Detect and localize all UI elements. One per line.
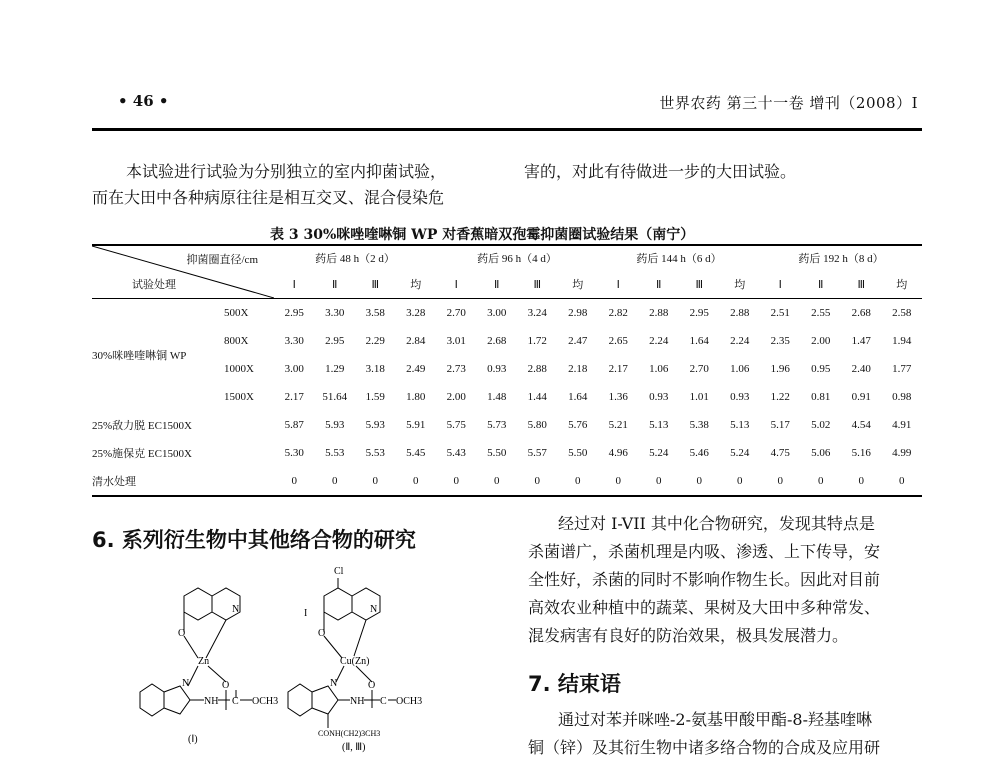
value-cell: 2.84 bbox=[406, 335, 426, 347]
och3-label: OCH3 bbox=[252, 696, 279, 707]
subhead-cell: Ⅰ bbox=[436, 270, 477, 299]
value-cell: 3.00 bbox=[487, 307, 507, 319]
subhead-cell: Ⅲ bbox=[679, 270, 720, 299]
value-cell: 1.06 bbox=[730, 363, 750, 375]
n-atom-label: N bbox=[370, 604, 378, 615]
value-cell: 4.54 bbox=[851, 419, 871, 431]
value-cell: 0 bbox=[396, 467, 437, 496]
dose-cell: 1000X bbox=[224, 363, 254, 375]
value-cell: 0 bbox=[720, 467, 761, 496]
value-cell: 2.65 bbox=[608, 335, 628, 347]
treatment-label: 清水处理 bbox=[92, 467, 274, 496]
value-cell: 1.96 bbox=[770, 363, 790, 375]
value-cell: 2.49 bbox=[406, 363, 426, 375]
value-cell: 2.88 bbox=[527, 363, 547, 375]
value-cell: 0 bbox=[477, 467, 518, 496]
value-cell: 1.64 bbox=[568, 391, 588, 403]
value-cell: 5.13 bbox=[730, 419, 750, 431]
value-cell: 2.73 bbox=[446, 363, 466, 375]
results-table bbox=[92, 244, 922, 497]
corner-top-label: 抑菌圈直径/cm bbox=[186, 254, 258, 266]
value-cell: 0.93 bbox=[649, 391, 669, 403]
table-corner-cell bbox=[92, 245, 274, 299]
subhead-cell: Ⅲ bbox=[355, 270, 396, 299]
n-atom-label: N bbox=[330, 678, 338, 689]
value-cell: 1.06 bbox=[649, 363, 669, 375]
value-cell: 5.02 bbox=[811, 419, 831, 431]
intro-right-line: 害的，对此有待做进一步的大田试验。 bbox=[524, 162, 797, 181]
subhead-cell: Ⅰ bbox=[274, 270, 315, 299]
value-cell: 0.91 bbox=[851, 391, 871, 403]
subhead-cell: 均 bbox=[882, 270, 923, 299]
group-label: 30%咪唑喹啉铜 WP bbox=[92, 350, 187, 362]
value-cell: 1.59 bbox=[365, 391, 385, 403]
value-cell: 2.17 bbox=[284, 391, 304, 403]
value-cell: 3.30 bbox=[284, 335, 304, 347]
value-cell: 0.93 bbox=[487, 363, 507, 375]
right-line: 经过对 I-VII 其中化合物研究，发现其特点是 bbox=[558, 514, 875, 533]
conh-label: CONH(CH2)3CH3 bbox=[318, 729, 381, 738]
value-cell: 2.95 bbox=[325, 335, 345, 347]
value-cell: 1.77 bbox=[892, 363, 912, 375]
intro-line-2: 而在大田中各种病原往往是相互交叉、混合侵染危 bbox=[92, 188, 445, 207]
value-cell: 4.91 bbox=[892, 419, 912, 431]
value-cell: 4.75 bbox=[770, 447, 790, 459]
value-cell: 2.98 bbox=[568, 307, 588, 319]
value-cell: 0 bbox=[436, 467, 477, 496]
value-cell: 3.30 bbox=[325, 307, 345, 319]
value-cell: 2.55 bbox=[811, 307, 831, 319]
value-cell: 2.88 bbox=[730, 307, 750, 319]
table-caption: 表 3 30%咪唑喹啉铜 WP 对香蕉暗双孢霉抑菌圈试验结果（南宁） bbox=[270, 227, 695, 243]
benzene-ring-icon bbox=[288, 684, 312, 716]
treatment-label: 25%敌力脱 EC1500X bbox=[92, 420, 192, 432]
subhead-cell: Ⅲ bbox=[517, 270, 558, 299]
value-cell: 2.24 bbox=[649, 335, 669, 347]
nh-label: NH bbox=[204, 696, 219, 707]
imidazole-ring-icon bbox=[164, 686, 190, 714]
value-cell: 0.98 bbox=[892, 391, 912, 403]
value-cell: 1.64 bbox=[689, 335, 709, 347]
value-cell: 5.21 bbox=[608, 419, 628, 431]
value-cell: 0 bbox=[882, 467, 923, 496]
value-cell: 2.95 bbox=[689, 307, 709, 319]
value-cell: 0 bbox=[558, 467, 599, 496]
value-cell: 1.36 bbox=[608, 391, 628, 403]
page-number: • 46 • bbox=[118, 92, 169, 110]
o-atom-label: O bbox=[178, 628, 186, 639]
value-cell: 5.24 bbox=[730, 447, 750, 459]
quinoline-ring-icon bbox=[184, 588, 212, 620]
dose-cell: 1500X bbox=[224, 391, 254, 403]
value-cell: 3.58 bbox=[365, 307, 385, 319]
section-7-line: 通过对苯并咪唑-2-氨基甲酸甲酯-8-羟基喹啉 bbox=[558, 710, 872, 729]
chemical-structures-figure bbox=[92, 560, 512, 760]
value-cell: 3.24 bbox=[527, 307, 547, 319]
compound-label: (Ⅰ) bbox=[188, 734, 198, 745]
value-cell: 2.88 bbox=[649, 307, 669, 319]
i-atom-label: I bbox=[304, 608, 308, 619]
value-cell: 0.93 bbox=[730, 391, 750, 403]
value-cell: 0 bbox=[598, 467, 639, 496]
subhead-cell: Ⅱ bbox=[639, 270, 680, 299]
n-atom-label: N bbox=[232, 604, 240, 615]
group-header: 药后 192 h（8 d） bbox=[760, 245, 922, 270]
right-line: 混发病害有良好的防治效果，极具发展潜力。 bbox=[528, 626, 849, 645]
value-cell: 5.17 bbox=[770, 419, 790, 431]
group-header: 药后 48 h（2 d） bbox=[274, 245, 436, 270]
value-cell: 5.43 bbox=[446, 447, 466, 459]
value-cell: 5.50 bbox=[487, 447, 507, 459]
o-atom-label: O bbox=[318, 628, 326, 639]
section-6-title: 6. 系列衍生物中其他络合物的研究 bbox=[92, 528, 416, 552]
value-cell: 2.82 bbox=[608, 307, 628, 319]
value-cell: 5.93 bbox=[365, 419, 385, 431]
value-cell: 5.13 bbox=[649, 419, 669, 431]
value-cell: 5.73 bbox=[487, 419, 507, 431]
value-cell: 0 bbox=[274, 467, 315, 496]
value-cell: 5.45 bbox=[406, 447, 426, 459]
benzene-ring-icon bbox=[140, 684, 164, 716]
value-cell: 2.68 bbox=[487, 335, 507, 347]
value-cell: 1.80 bbox=[406, 391, 426, 403]
subhead-cell: 均 bbox=[720, 270, 761, 299]
value-cell: 5.76 bbox=[568, 419, 588, 431]
value-cell: 0 bbox=[355, 467, 396, 496]
value-cell: 5.06 bbox=[811, 447, 831, 459]
value-cell: 0.95 bbox=[811, 363, 831, 375]
value-cell: 2.35 bbox=[770, 335, 790, 347]
och3-label: OCH3 bbox=[396, 696, 423, 707]
value-cell: 51.64 bbox=[322, 391, 348, 403]
quinoline-ring-icon bbox=[324, 588, 352, 620]
subhead-cell: Ⅱ bbox=[801, 270, 842, 299]
value-cell: 2.29 bbox=[365, 335, 385, 347]
value-cell: 1.22 bbox=[770, 391, 790, 403]
value-cell: 5.16 bbox=[851, 447, 871, 459]
value-cell: 5.87 bbox=[284, 419, 304, 431]
value-cell: 0 bbox=[639, 467, 680, 496]
journal-header: 世界农药 第三十一卷 增刊（2008）Ⅰ bbox=[659, 94, 918, 112]
value-cell: 0 bbox=[517, 467, 558, 496]
value-cell: 5.53 bbox=[365, 447, 385, 459]
treatment-label: 25%施保克 EC1500X bbox=[92, 448, 192, 460]
value-cell: 2.00 bbox=[446, 391, 466, 403]
value-cell: 5.75 bbox=[446, 419, 466, 431]
group-header: 药后 96 h（4 d） bbox=[436, 245, 598, 270]
value-cell: 0 bbox=[841, 467, 882, 496]
subhead-cell: Ⅰ bbox=[598, 270, 639, 299]
value-cell: 1.01 bbox=[689, 391, 709, 403]
o-atom-label: O bbox=[368, 680, 376, 691]
corner-bottom-label: 试验处理 bbox=[132, 279, 176, 291]
value-cell: 5.50 bbox=[568, 447, 588, 459]
value-cell: 0.81 bbox=[811, 391, 831, 403]
value-cell: 5.57 bbox=[527, 447, 547, 459]
value-cell: 0 bbox=[760, 467, 801, 496]
value-cell: 1.44 bbox=[527, 391, 547, 403]
subhead-cell: Ⅱ bbox=[315, 270, 356, 299]
value-cell: 3.18 bbox=[365, 363, 385, 375]
nh-label: NH bbox=[350, 696, 365, 707]
right-line: 全性好，杀菌的同时不影响作物生长。因此对目前 bbox=[528, 570, 881, 589]
value-cell: 2.47 bbox=[568, 335, 588, 347]
value-cell: 2.00 bbox=[811, 335, 831, 347]
value-cell: 3.28 bbox=[406, 307, 426, 319]
c-atom-label: C bbox=[380, 696, 387, 707]
value-cell: 2.51 bbox=[770, 307, 790, 319]
compound-label: (Ⅱ, Ⅲ) bbox=[342, 742, 366, 753]
value-cell: 0 bbox=[801, 467, 842, 496]
dose-cell: 500X bbox=[224, 307, 249, 319]
value-cell: 5.80 bbox=[527, 419, 547, 431]
value-cell: 0 bbox=[315, 467, 356, 496]
value-cell: 4.99 bbox=[892, 447, 912, 459]
right-line: 高效农业种植中的蔬菜、果树及大田中多种常发、 bbox=[528, 598, 881, 617]
value-cell: 5.46 bbox=[689, 447, 709, 459]
value-cell: 1.48 bbox=[487, 391, 507, 403]
zn-atom-label: Zn bbox=[198, 656, 210, 667]
value-cell: 2.68 bbox=[851, 307, 871, 319]
value-cell: 5.53 bbox=[325, 447, 345, 459]
value-cell: 1.47 bbox=[851, 335, 871, 347]
subhead-cell: Ⅲ bbox=[841, 270, 882, 299]
value-cell: 2.24 bbox=[730, 335, 750, 347]
value-cell: 5.38 bbox=[689, 419, 709, 431]
value-cell: 5.24 bbox=[649, 447, 669, 459]
value-cell: 2.17 bbox=[608, 363, 628, 375]
n-atom-label: N bbox=[182, 678, 190, 689]
subhead-cell: 均 bbox=[558, 270, 599, 299]
cu-atom-label: Cu(Zn) bbox=[340, 656, 370, 667]
section-7-line: 铜（锌）及其衍生物中诸多络合物的合成及应用研 bbox=[528, 738, 881, 757]
right-line: 杀菌谱广，杀菌机理是内吸、渗透、上下传导，安 bbox=[528, 542, 881, 561]
intro-line-1: 本试验进行试验为分别独立的室内抑菌试验， bbox=[126, 162, 447, 181]
section-7-title: 7. 结束语 bbox=[528, 672, 621, 696]
value-cell: 2.58 bbox=[892, 307, 912, 319]
value-cell: 5.93 bbox=[325, 419, 345, 431]
value-cell: 1.29 bbox=[325, 363, 345, 375]
value-cell: 0 bbox=[679, 467, 720, 496]
value-cell: 5.91 bbox=[406, 419, 426, 431]
value-cell: 4.96 bbox=[608, 447, 628, 459]
value-cell: 2.95 bbox=[284, 307, 304, 319]
value-cell: 1.94 bbox=[892, 335, 912, 347]
value-cell: 2.40 bbox=[851, 363, 871, 375]
header-rule bbox=[92, 128, 922, 131]
dose-cell: 800X bbox=[224, 335, 249, 347]
subhead-cell: Ⅱ bbox=[477, 270, 518, 299]
cl-atom-label: Cl bbox=[334, 566, 344, 577]
value-cell: 2.18 bbox=[568, 363, 588, 375]
value-cell: 2.70 bbox=[689, 363, 709, 375]
value-cell: 5.30 bbox=[284, 447, 304, 459]
imidazole-ring-icon bbox=[312, 686, 338, 714]
value-cell: 1.72 bbox=[527, 335, 547, 347]
group-header: 药后 144 h（6 d） bbox=[598, 245, 760, 270]
section-7-paragraph bbox=[528, 706, 922, 762]
subhead-cell: Ⅰ bbox=[760, 270, 801, 299]
value-cell: 3.01 bbox=[446, 335, 466, 347]
right-column-paragraph bbox=[528, 510, 922, 650]
value-cell: 3.00 bbox=[284, 363, 304, 375]
o-atom-label: O bbox=[222, 680, 230, 691]
subhead-cell: 均 bbox=[396, 270, 437, 299]
c-atom-label: C bbox=[232, 696, 239, 707]
value-cell: 2.70 bbox=[446, 307, 466, 319]
